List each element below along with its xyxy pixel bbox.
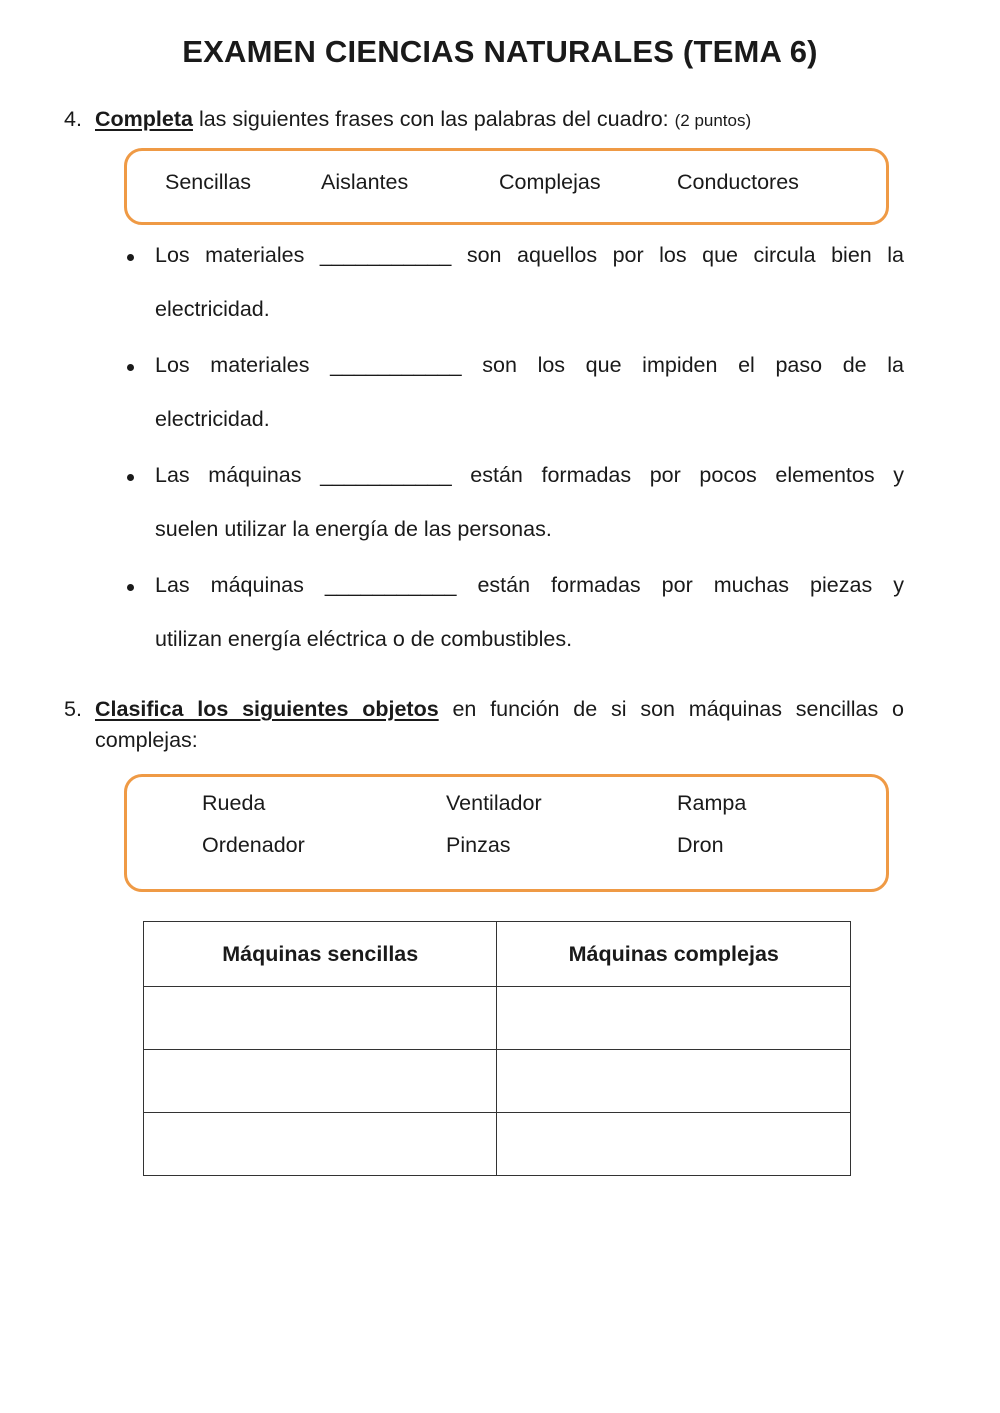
- word-bank-box: [124, 148, 889, 225]
- bullet-icon: [127, 254, 134, 261]
- sentence-word: por: [612, 243, 644, 267]
- classification-table: [143, 921, 851, 1176]
- object-item: Rampa: [677, 791, 747, 815]
- table-cell[interactable]: [144, 1050, 497, 1113]
- answer-blank[interactable]: ___________: [330, 353, 462, 377]
- sentence-item: [124, 240, 904, 350]
- sentence-word: bien: [831, 243, 872, 267]
- bullet-icon: [127, 474, 134, 481]
- sentence-word: Las: [155, 463, 190, 487]
- sentence-word: materiales: [210, 353, 310, 377]
- sentence-item: [124, 350, 904, 460]
- table-header-row: [144, 922, 851, 987]
- sentence-list: [124, 240, 904, 680]
- table-header-complex: Máquinas complejas: [497, 922, 851, 987]
- object-item: Pinzas: [446, 833, 511, 857]
- answer-blank[interactable]: ___________: [320, 463, 452, 487]
- word-bank-item: Complejas: [499, 170, 601, 194]
- sentence-item: [124, 570, 904, 680]
- sentence-word: circula: [753, 243, 816, 267]
- question-4-prompt: [95, 104, 751, 136]
- sentence-word: impiden: [642, 353, 718, 377]
- sentence-word: que: [702, 243, 738, 267]
- sentence-line: suelen utilizar la energía de las personas.: [155, 517, 552, 541]
- table-header-simple: Máquinas sencillas: [144, 922, 497, 987]
- table-row: [144, 987, 851, 1050]
- bullet-icon: [127, 584, 134, 591]
- sentence-word: están: [470, 463, 523, 487]
- question-4-keyword: Completa: [95, 107, 193, 131]
- sentence-line: utilizan energía eléctrica o de combustibles.: [155, 627, 573, 651]
- object-item: Ventilador: [446, 791, 542, 815]
- sentence-word: pocos: [699, 463, 757, 487]
- sentence-word: los: [537, 353, 566, 377]
- sentence-word: muchas: [713, 573, 790, 597]
- sentence-word: formadas: [541, 463, 632, 487]
- question-5-number: 5.: [64, 697, 82, 721]
- sentence-word: elementos: [775, 463, 875, 487]
- sentence-line: [155, 463, 904, 488]
- sentence-word: el: [738, 353, 755, 377]
- table-cell[interactable]: [497, 1113, 851, 1176]
- table-row: [144, 1050, 851, 1113]
- question-4-text: las siguientes frases con las palabras del cuadro:: [192, 107, 675, 131]
- sentence-word: que: [585, 353, 622, 377]
- sentence-line: [155, 353, 904, 378]
- question-4-number: 4.: [64, 107, 82, 131]
- sentence-word: de: [842, 353, 867, 377]
- object-item: Dron: [677, 833, 724, 857]
- question-5-text: en función de si son máquinas sencillas o complejas:: [95, 697, 904, 752]
- page-title: EXAMEN CIENCIAS NATURALES (TEMA 6): [182, 34, 818, 69]
- sentence-word: piezas: [810, 573, 873, 597]
- sentence-word: formadas: [551, 573, 641, 597]
- sentence-word: y: [893, 463, 904, 487]
- object-item: Rueda: [202, 791, 266, 815]
- question-5-prompt: [95, 694, 904, 756]
- sentence-line: [155, 573, 904, 598]
- sentence-word: la: [887, 353, 904, 377]
- bullet-icon: [127, 364, 134, 371]
- sentence-word: Las: [155, 573, 190, 597]
- sentence-word: Los: [155, 243, 190, 267]
- sentence-word: máquinas: [208, 463, 302, 487]
- question-5-keyword: Clasifica los siguientes objetos: [95, 697, 439, 721]
- table-cell[interactable]: [144, 1113, 497, 1176]
- object-item: Ordenador: [202, 833, 305, 857]
- sentence-word: por: [661, 573, 693, 597]
- sentence-word: por: [649, 463, 681, 487]
- objects-box: [124, 774, 889, 892]
- table-cell[interactable]: [497, 987, 851, 1050]
- sentence-word: paso: [775, 353, 823, 377]
- question-4-points: (2 puntos): [674, 111, 752, 130]
- sentence-word: máquinas: [210, 573, 304, 597]
- sentence-line: electricidad.: [155, 407, 270, 431]
- sentence-word: son: [482, 353, 517, 377]
- sentence-word: son: [466, 243, 502, 267]
- table-cell[interactable]: [497, 1050, 851, 1113]
- sentence-line: [155, 243, 904, 268]
- sentence-line: electricidad.: [155, 297, 270, 321]
- sentence-word: están: [477, 573, 531, 597]
- sentence-word: los: [659, 243, 687, 267]
- sentence-word: la: [887, 243, 904, 267]
- sentence-item: [124, 460, 904, 570]
- sentence-word: Los: [155, 353, 190, 377]
- table-row: [144, 1113, 851, 1176]
- answer-blank[interactable]: ___________: [324, 573, 457, 597]
- answer-blank[interactable]: ___________: [319, 243, 452, 267]
- sentence-word: y: [893, 573, 904, 597]
- word-bank-item: Sencillas: [165, 170, 252, 194]
- sentence-word: materiales: [205, 243, 305, 267]
- word-bank-item: Conductores: [677, 170, 799, 194]
- table-cell[interactable]: [144, 987, 497, 1050]
- word-bank-item: Aislantes: [321, 170, 409, 194]
- sentence-word: aquellos: [517, 243, 598, 267]
